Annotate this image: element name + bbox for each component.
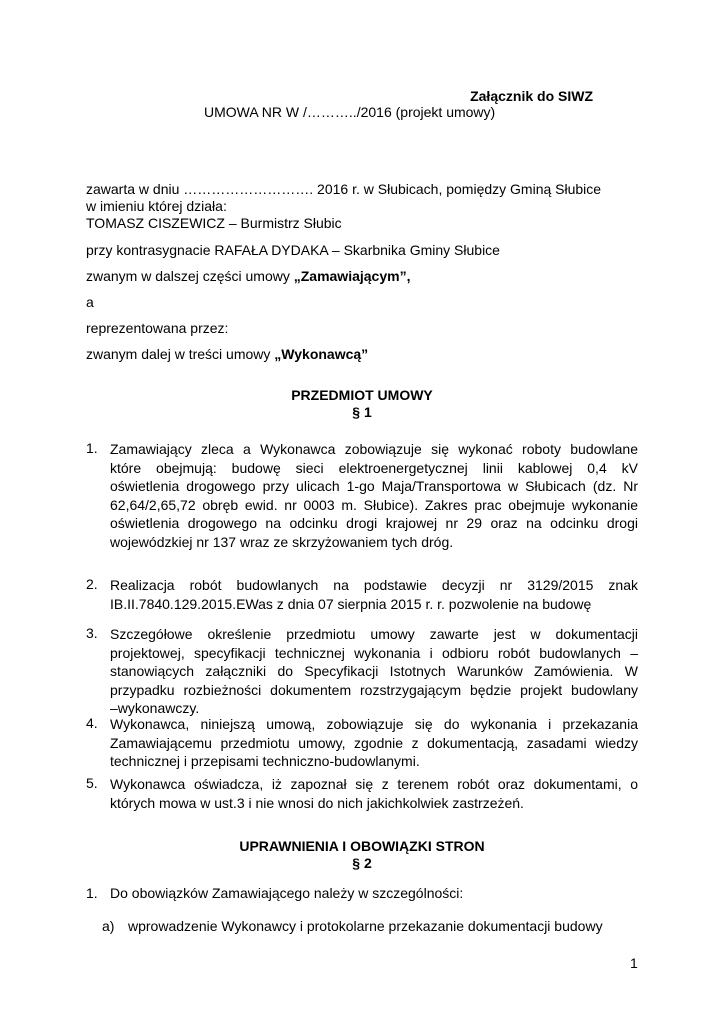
parties-line-7: reprezentowana przez:	[86, 320, 229, 336]
section-1-item-line: –wykonawczy.	[110, 700, 200, 716]
contractor-term: „Wykonawcą”	[274, 346, 369, 362]
section-1-heading: PRZEDMIOT UMOWY	[291, 387, 433, 403]
sub-item-a-label: a)	[102, 918, 115, 934]
section-1-item-number: 4.	[86, 715, 98, 731]
section-1-item-line: Wykonawca, niniejszą umową, zobowiązuje się do wykonania i przekazania	[110, 716, 638, 732]
section-1-item-line: 62,64/2,65,72 obręb ewid. nr 0003 m. Słubice). Zakres prac obejmuje wykonanie	[110, 496, 638, 513]
parties-line-2: w imieniu której działa:	[86, 198, 227, 214]
parties-line-5-text: zwanym w dalszej części umowy	[86, 268, 294, 284]
parties-line-1: zawarta w dniu ………………………. 2016 r. w Słubicach, pomiędzy Gminą Słubice	[86, 181, 602, 197]
section-1-item-number: 1.	[86, 440, 98, 456]
section-1-paragraph: § 1	[352, 404, 372, 420]
section-1-item-line: oświetlenia drogowego na odcinku drogi krajowej nr 29 oraz na odcinku drogi	[110, 515, 638, 531]
page-number: 1	[630, 955, 638, 971]
parties-line-4: przy kontrasygnacie RAFAŁA DYDAKA – Skarbnika Gminy Słubice	[86, 242, 500, 258]
attachment-label: Załącznik do SIWZ	[470, 88, 593, 104]
contract-title: UMOWA NR W /………../2016 (projekt umowy)	[204, 104, 496, 120]
parties-line-8-text: zwanym dalej w treści umowy	[86, 346, 275, 362]
section-1-item-number: 3.	[86, 625, 98, 641]
section-1-item-line: technicznej i przepisami techniczno-budowlanymi.	[110, 753, 420, 769]
section-1-item-line: IB.II.7840.129.2015.EWas z dnia 07 sierpnia 2015 r. r. pozwolenie na budowę	[110, 595, 592, 612]
section-1-item-line: oświetlenia drogowego przy ulicach 1-go Maja/Transportowa w Słubicach (dz. Nr	[110, 478, 638, 494]
section-1-item-line: projektowej, specyfikacji technicznej wykonania i odbioru robót budowlanych –	[110, 644, 638, 661]
section-2-item-text: Do obowiązków Zamawiającego należy w szczególności:	[110, 885, 464, 901]
section-2-paragraph: § 2	[352, 855, 372, 871]
section-1-item-line: Zamawiający zleca a Wykonawca zobowiązuje się wykonać roboty budowlane	[110, 441, 638, 457]
section-1-item-text	[110, 625, 638, 718]
section-1-item-line: Wykonawca oświadcza, iż zapoznał się z terenem robót oraz dokumentami, o	[110, 776, 638, 792]
section-1-item-text	[110, 576, 638, 613]
parties-line-8	[86, 346, 368, 363]
section-1-item-line: które obejmują: budowę sieci elektroenergetycznej linii kablowej 0,4 kV	[110, 459, 638, 476]
section-1-item-line: stanowiących załączniki do Specyfikacji Istotnych Warunków Zamówienia. W	[110, 663, 638, 679]
section-2-heading: UPRAWNIENIA I OBOWIĄZKI STRON	[239, 838, 485, 854]
section-1-item-line: wojewódzkiej nr 137 wraz ze skrzyżowaniem tych dróg.	[110, 533, 454, 550]
ordering-party-term: „Zamawiającym”,	[293, 268, 411, 284]
section-1-item-number: 2.	[86, 576, 98, 592]
section-1-item-line: Zamawiającemu przedmiotu umowy, zgodnie z dokumentacją, zasadami wiedzy	[110, 734, 638, 751]
sub-item-a-text: wprowadzenie Wykonawcy i protokolarne przekazanie dokumentacji budowy	[128, 918, 603, 934]
section-1-item-line: których mowa w ust.3 i nie wnosi do nich jakichkolwiek zastrzeżeń.	[110, 794, 524, 811]
parties-line-6: a	[86, 294, 94, 310]
parties-line-3: TOMASZ CISZEWICZ – Burmistrz Słubic	[86, 215, 342, 231]
section-1-item-text	[110, 440, 638, 551]
section-2-item-number: 1.	[86, 885, 98, 901]
section-1-item-line: Szczegółowe określenie przedmiotu umowy zawarte jest w dokumentacji	[110, 626, 638, 642]
parties-line-5	[86, 268, 410, 285]
section-1-item-text	[110, 715, 638, 771]
section-1-item-line: Realizacja robót budowlanych na podstawie decyzji nr 3129/2015 znak	[110, 577, 638, 593]
section-1-item-text	[110, 775, 638, 812]
section-1-item-number: 5.	[86, 775, 98, 791]
section-1-item-line: przypadku rozbieżności dokumentem rozstrzygającym będzie projekt budowlany	[110, 681, 638, 698]
